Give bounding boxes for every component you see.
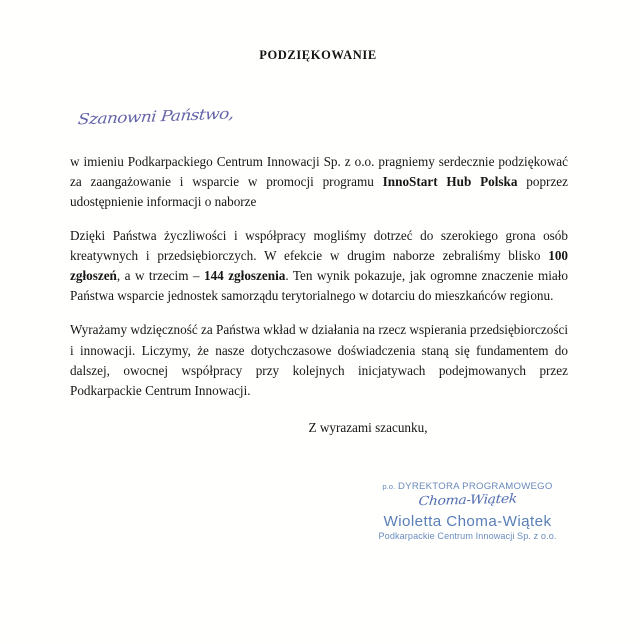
- signature-role: [365, 482, 570, 492]
- body-text: poprzez udostępnienie informacji o naborze: [70, 174, 568, 210]
- body-text: Wyrażamy wdzięczność za Państwa wkład w działania na rzecz wspierania przedsiębiorczości i innowacji. Liczymy, że nasze dotychczasowe doświadczenia staną się fundamentem do dalszej, owocnej współpracy przy kolejnych inicjatywach podejmowanych przez Podkarpackie Centrum Innowacji.: [70, 322, 568, 398]
- paragraph-intro: [70, 152, 568, 212]
- body-text: , a w trzecim –: [116, 268, 204, 284]
- body-text: Dzięki Państwa życzliwości i współpracy mogliśmy dotrzeć do szerokiego grona osób kreatywnych i przedsiębiorczych. W efekcie w drugim naborze zebraliśmy blisko: [70, 228, 568, 264]
- signatory-name: Wioletta Choma-Wiątek: [383, 513, 552, 531]
- page-title: PODZIĘKOWANIE: [259, 48, 377, 62]
- paragraph-gratitude: [70, 320, 568, 400]
- emphasis-text: 100 zgłoszeń: [70, 248, 568, 284]
- signature-role-prefix: p.o.: [382, 482, 396, 491]
- body-text: w imieniu Podkarpackiego Centrum Innowacji Sp. z o.o. pragniemy serdecznie podziękować za zaangażowanie i wsparcie w promocji programu: [70, 154, 568, 190]
- handwritten-greeting: Szanowni Państwo,: [77, 105, 235, 129]
- emphasis-text: 144 zgłoszenia: [203, 268, 286, 284]
- signature-stamp: [365, 482, 570, 542]
- paragraph-results: [70, 226, 568, 306]
- closing-line: Z wyrazami szacunku,: [308, 420, 428, 435]
- handwritten-signature: Choma-Wiątek: [418, 491, 518, 509]
- body-text: . Ten wynik pokazuje, jak ogromne znaczenie miało Państwa wsparcie jednostek samorządu terytorialnego w dotarciu do mieszkańców regionu.: [70, 268, 569, 304]
- emphasis-text: InnoStart Hub Polska: [382, 174, 518, 190]
- letter-body: [70, 152, 568, 401]
- signature-role-text: DYREKTORA PROGRAMOWEGO: [398, 481, 553, 492]
- signatory-organization: Podkarpackie Centrum Innowacji Sp. z o.o.: [378, 531, 557, 542]
